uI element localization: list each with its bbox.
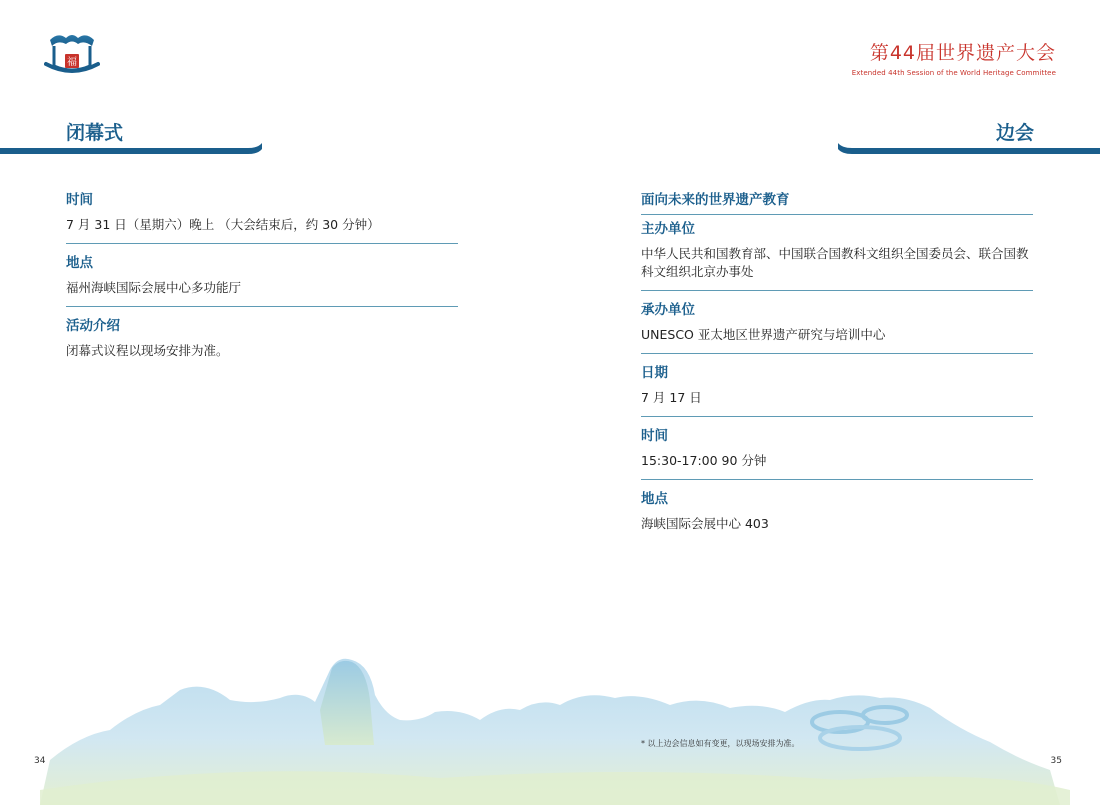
detail-value: 中华人民共和国教育部、中国联合国教科文组织全国委员会、联合国教科文组织北京办事处: [641, 246, 1029, 279]
conference-logo: [44, 30, 100, 80]
detail-label: 时间: [641, 428, 668, 444]
detail-value: 15:30-17:00 90 分钟: [641, 453, 767, 468]
detail-label: 主办单位: [641, 221, 695, 237]
detail-block-location: [66, 253, 458, 307]
section-heading-side-event: 边会: [995, 122, 1034, 144]
detail-label: 活动介绍: [66, 318, 120, 334]
logo-fu-glyph: 福: [67, 57, 77, 68]
side-event-title: 面向未来的世界遗产教育: [641, 192, 790, 208]
page-number-right: 35: [1050, 756, 1062, 766]
heading-bar-left: [0, 143, 262, 155]
brand-header: [852, 38, 1056, 77]
detail-block-organizer: [641, 219, 1033, 291]
conference-title: 第44届世界遗产大会: [869, 42, 1056, 64]
detail-block-description: [66, 316, 458, 369]
detail-value: 海峡国际会展中心 403: [641, 516, 769, 531]
detail-label: 时间: [66, 192, 93, 208]
heading-bar-right: [838, 143, 1100, 155]
detail-value: 福州海峡国际会展中心多功能厅: [66, 280, 242, 295]
side-event-details: [641, 190, 1033, 551]
page-number-left: 34: [34, 756, 46, 766]
detail-value: 7 月 31 日（星期六）晚上 （大会结束后，约 30 分钟）: [66, 217, 380, 232]
section-heading-closing: 闭幕式: [66, 122, 124, 144]
detail-label: 日期: [641, 365, 668, 381]
detail-block-host: [641, 300, 1033, 354]
detail-value: 闭幕式议程以现场安排为准。: [66, 343, 229, 358]
detail-value: UNESCO 亚太地区世界遗产研究与培训中心: [641, 327, 886, 342]
side-event-title-block: [641, 190, 1033, 215]
landscape-illustration: [40, 650, 1070, 805]
detail-block-time: [641, 426, 1033, 480]
closing-ceremony-details: [66, 190, 458, 378]
detail-block-time: [66, 190, 458, 244]
detail-block-location: [641, 489, 1033, 542]
detail-value: 7 月 17 日: [641, 390, 702, 405]
detail-label: 承办单位: [641, 302, 695, 318]
detail-label: 地点: [66, 255, 93, 271]
detail-block-date: [641, 363, 1033, 417]
detail-label: 地点: [641, 491, 668, 507]
footnote: * 以上边会信息如有变更，以现场安排为准。: [641, 739, 800, 748]
conference-subtitle: Extended 44th Session of the World Heritage Committee: [851, 69, 1056, 77]
